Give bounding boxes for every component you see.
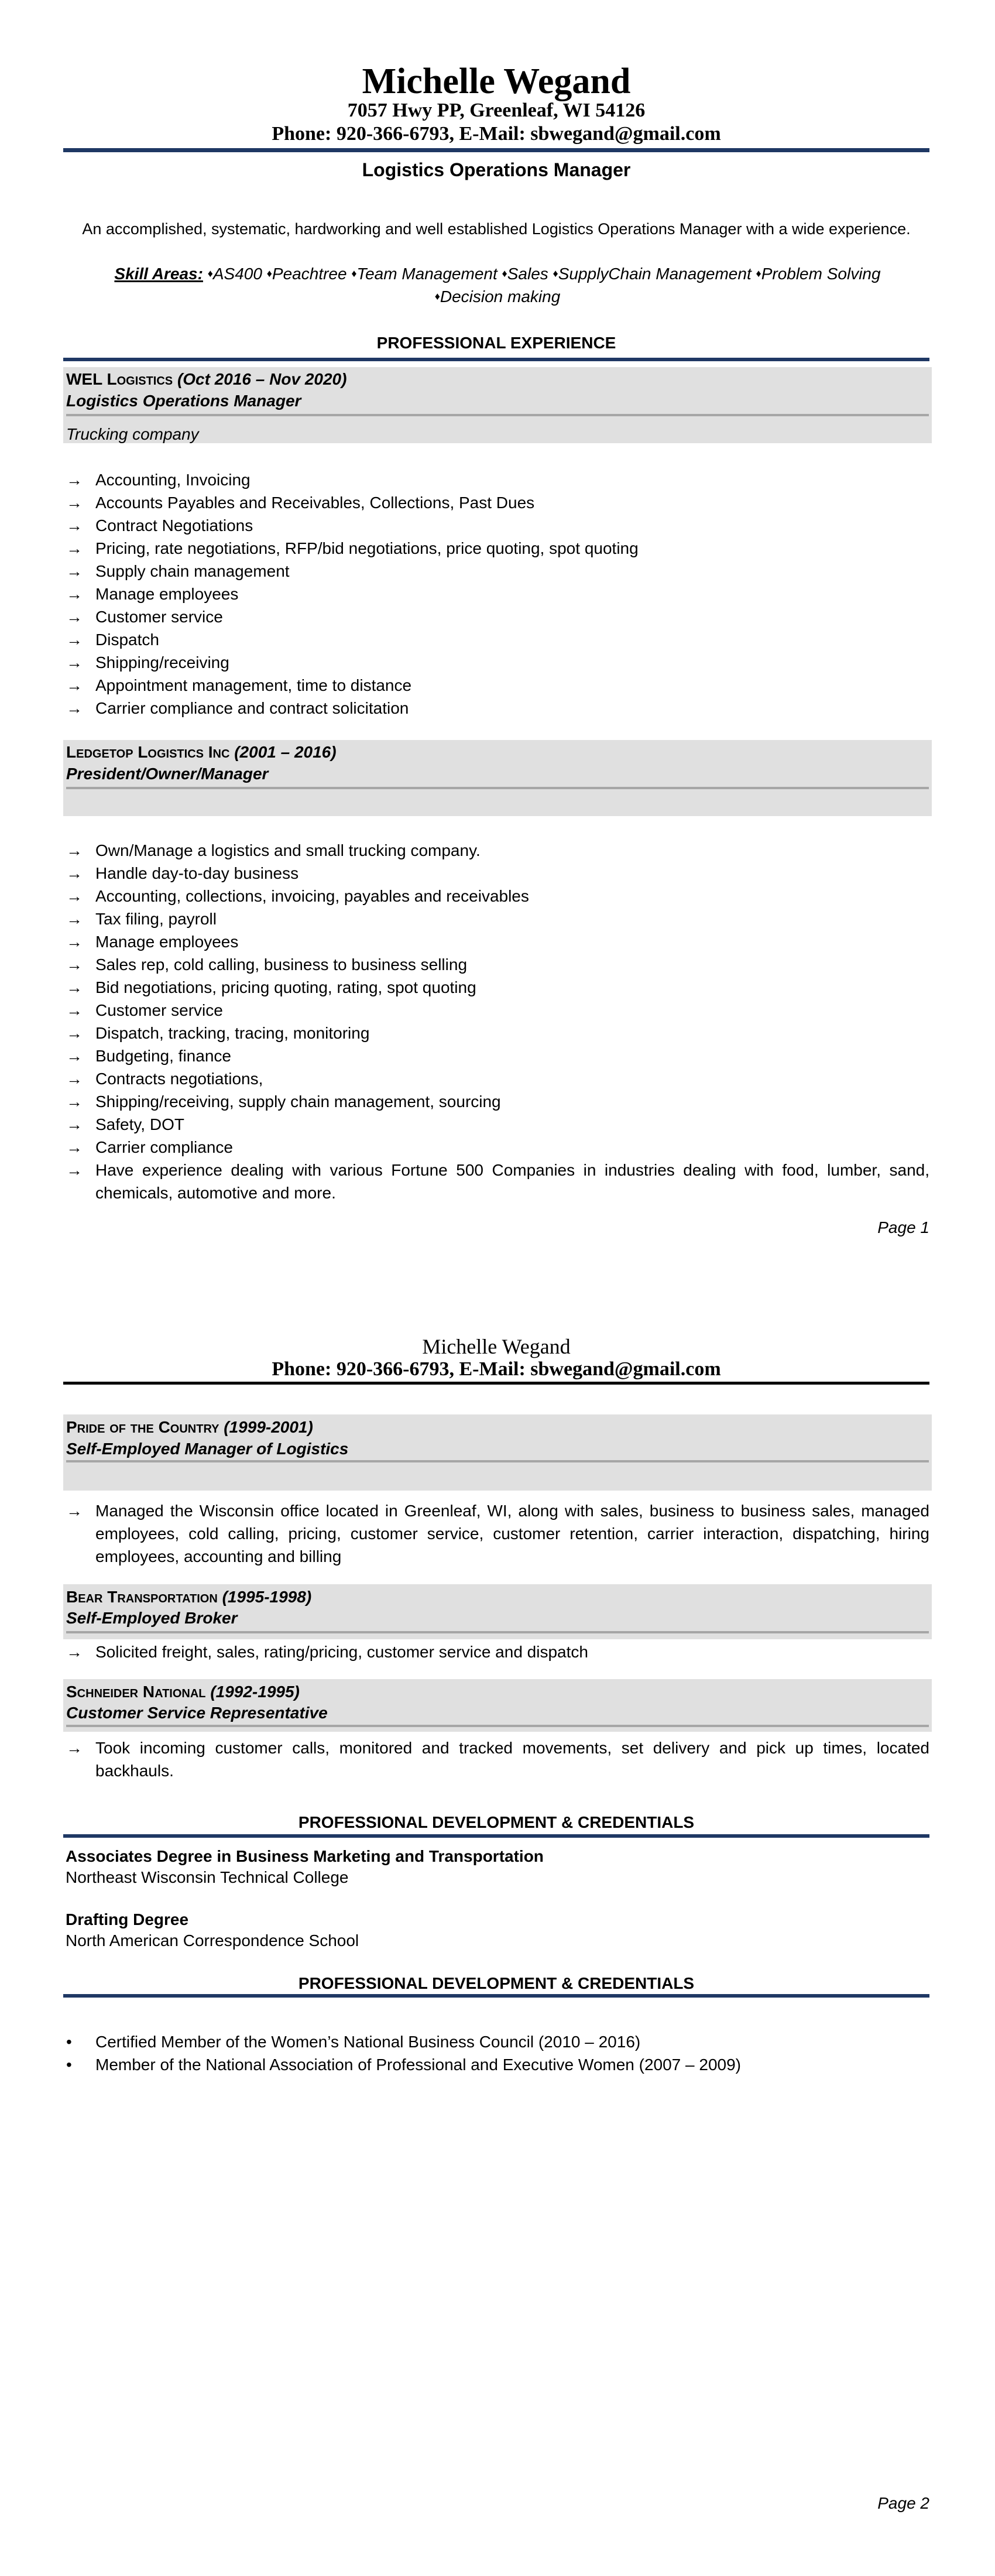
arrow-bullet-icon: →: [66, 955, 83, 974]
arrow-bullet-icon: →: [66, 608, 83, 626]
arrow-bullet-icon: →: [66, 1502, 83, 1520]
list-item-text: Own/Manage a logistics and small trucking company.: [95, 841, 481, 859]
degree-school: North American Correspondence School: [66, 1931, 359, 1950]
diamond-bullet-icon: ♦: [553, 268, 558, 279]
arrow-bullet-icon: →: [66, 1047, 83, 1065]
list-item: [63, 583, 929, 605]
job-role: Logistics Operations Manager: [66, 392, 301, 410]
list-item-text: Took incoming customer calls, monitored and tracked movements, set delivery and pick up times, located backhauls.: [95, 1739, 929, 1780]
arrow-bullet-icon: →: [66, 494, 83, 512]
job-divider: [66, 414, 929, 416]
list-item: [63, 560, 929, 583]
list-item-text: Tax filing, payroll: [95, 910, 217, 928]
job-dates: (2001 – 2016): [234, 743, 337, 761]
job-role: Self-Employed Manager of Logistics: [66, 1440, 349, 1458]
list-item: [63, 885, 929, 907]
list-item-text: Bid negotiations, pricing quoting, rating, spot quoting: [95, 978, 476, 996]
list-item-text: Solicited freight, sales, rating/pricing, customer service and dispatch: [95, 1643, 588, 1661]
diamond-bullet-icon: ♦: [266, 268, 272, 279]
arrow-bullet-icon: →: [66, 1739, 83, 1757]
header-rule: [63, 148, 929, 152]
skill-label: Problem Solving: [761, 265, 881, 283]
degree-title: Drafting Degree: [66, 1910, 189, 1928]
list-item: [63, 605, 929, 628]
list-item-text: Managed the Wisconsin office located in Greenleaf, WI, along with sales, business to business sales, managed employees, cold calling, pricing, customer service, customer retention, carrier interaction, dispatching, hiring employees, accounting and billing: [95, 1502, 929, 1566]
list-item-text: Contract Negotiations: [95, 516, 253, 535]
arrow-bullet-icon: →: [66, 699, 83, 717]
skill-label: Team Management: [356, 265, 498, 283]
list-item: [63, 468, 929, 491]
list-item: [63, 2030, 929, 2053]
list-item-text: Carrier compliance: [95, 1138, 233, 1156]
list-item: [63, 674, 929, 697]
job-bullets-ledgetop: [63, 839, 929, 1204]
job-divider: [66, 1631, 929, 1633]
list-item-text: Accounting, collections, invoicing, payables and receivables: [95, 887, 529, 905]
credentials-rule: [63, 1834, 929, 1838]
memberships-list: [63, 2030, 929, 2076]
arrow-bullet-icon: →: [66, 653, 83, 672]
arrow-bullet-icon: →: [66, 1001, 83, 1019]
job-title: Logistics Operations Manager: [362, 159, 631, 180]
dot-bullet-icon: •: [66, 2056, 72, 2074]
arrow-bullet-icon: →: [66, 1115, 83, 1133]
page-number-1: Page 1: [877, 1218, 929, 1236]
diamond-bullet-icon: ♦: [502, 268, 507, 279]
company-name: Pride of the Country (1999-2001): [66, 1418, 313, 1436]
list-item-text: Shipping/receiving, supply chain management, sourcing: [95, 1092, 501, 1111]
arrow-bullet-icon: →: [66, 1161, 83, 1179]
job-divider: [66, 787, 929, 789]
list-item: [63, 1113, 929, 1136]
job-role: President/Owner/Manager: [66, 765, 269, 783]
credentials-rule-2: [63, 1994, 929, 1998]
company-name: Schneider National (1992-1995): [66, 1683, 300, 1701]
job-header-bear: [63, 1584, 932, 1639]
arrow-bullet-icon: →: [66, 910, 83, 928]
list-item-text: Certified Member of the Women’s National Business Council (2010 – 2016): [95, 2033, 641, 2051]
list-item-text: Safety, DOT: [95, 1115, 184, 1133]
dot-bullet-icon: •: [66, 2033, 72, 2051]
list-item-text: Customer service: [95, 608, 223, 626]
list-item: [63, 1736, 929, 1782]
list-item-text: Appointment management, time to distance: [95, 676, 412, 694]
list-item: [63, 1067, 929, 1090]
skill-label: Peachtree: [272, 265, 347, 283]
section-heading-experience: PROFESSIONAL EXPERIENCE: [376, 334, 616, 352]
list-item-text: Customer service: [95, 1001, 223, 1019]
list-item-text: Sales rep, cold calling, business to business selling: [95, 955, 468, 974]
job-header-wel: [63, 367, 932, 443]
job-role: Customer Service Representative: [66, 1704, 328, 1722]
job-bullets-pride: [63, 1499, 929, 1568]
skill-areas-label: Skill Areas:: [114, 265, 203, 283]
list-item: [63, 651, 929, 674]
job-divider: [66, 1460, 929, 1462]
candidate-name: Michelle Wegand: [362, 61, 631, 101]
page-number-2: Page 2: [877, 2494, 929, 2512]
list-item-text: Manage employees: [95, 933, 239, 951]
page2-header-rule: [63, 1382, 929, 1385]
list-item-text: Carrier compliance and contract solicitation: [95, 699, 409, 717]
arrow-bullet-icon: →: [66, 516, 83, 535]
skill-areas: [105, 262, 890, 308]
list-item: [63, 1044, 929, 1067]
arrow-bullet-icon: →: [66, 978, 83, 996]
list-item-text: Budgeting, finance: [95, 1047, 231, 1065]
arrow-bullet-icon: →: [66, 562, 83, 580]
job-dates: (1992-1995): [210, 1683, 300, 1701]
job-bullets-bear: [63, 1640, 929, 1663]
list-item: [63, 1090, 929, 1113]
list-item: [63, 907, 929, 930]
job-dates: (1999-2001): [224, 1418, 313, 1436]
list-item: [63, 953, 929, 976]
job-dates: (Oct 2016 – Nov 2020): [177, 370, 347, 388]
list-item-text: Supply chain management: [95, 562, 290, 580]
arrow-bullet-icon: →: [66, 887, 83, 905]
list-item-text: Handle day-to-day business: [95, 864, 299, 882]
diamond-bullet-icon: ♦: [351, 268, 357, 279]
list-item-text: Manage employees: [95, 585, 239, 603]
skill-label: SupplyChain Management: [558, 265, 752, 283]
job-divider: [66, 1725, 929, 1727]
list-item: [63, 491, 929, 514]
arrow-bullet-icon: →: [66, 1024, 83, 1042]
job-header-ledgetop: [63, 740, 932, 816]
list-item: [63, 999, 929, 1022]
list-item: [63, 1159, 929, 1204]
skill-list: [208, 265, 881, 306]
arrow-bullet-icon: →: [66, 1092, 83, 1111]
list-item: [63, 537, 929, 560]
arrow-bullet-icon: →: [66, 1070, 83, 1088]
list-item: [63, 839, 929, 862]
arrow-bullet-icon: →: [66, 585, 83, 603]
section-heading-credentials-2: PROFESSIONAL DEVELOPMENT & CREDENTIALS: [298, 1974, 695, 1992]
company-name: WEL Logistics (Oct 2016 – Nov 2020): [66, 370, 347, 388]
list-item: [63, 514, 929, 537]
list-item-text: Dispatch, tracking, tracing, monitoring: [95, 1024, 370, 1042]
contact-line: Phone: 920-366-6793, E-Mail: sbwegand@gmail.com: [272, 123, 721, 145]
diamond-bullet-icon: ♦: [756, 268, 761, 279]
degree-title: Associates Degree in Business Marketing and Transportation: [66, 1847, 544, 1865]
job-role: Self-Employed Broker: [66, 1609, 238, 1627]
arrow-bullet-icon: →: [66, 539, 83, 557]
list-item-text: Accounting, Invoicing: [95, 471, 251, 489]
skill-label: Decision making: [440, 287, 561, 306]
skill-label: AS400: [212, 265, 262, 283]
list-item-text: Have experience dealing with various Fortune 500 Companies in industries dealing with food, lumber, sand, chemicals, automotive and more.: [95, 1161, 929, 1202]
company-name: Ledgetop Logistics Inc (2001 – 2016): [66, 743, 337, 761]
company-description: Trucking company: [66, 425, 199, 443]
skill-label: Sales: [507, 265, 548, 283]
list-item: [63, 1640, 929, 1663]
experience-rule: [63, 358, 929, 361]
contact-line-p2: Phone: 920-366-6793, E-Mail: sbwegand@gmail.com: [272, 1358, 721, 1380]
degree-school: Northeast Wisconsin Technical College: [66, 1868, 349, 1886]
list-item-text: Member of the National Association of Professional and Executive Women (2007 – 2009): [95, 2056, 741, 2074]
list-item-text: Dispatch: [95, 631, 159, 649]
list-item: [63, 1022, 929, 1044]
job-bullets-wel: [63, 468, 929, 720]
list-item: [63, 697, 929, 720]
company-name: Bear Transportation (1995-1998): [66, 1588, 312, 1606]
arrow-bullet-icon: →: [66, 471, 83, 489]
arrow-bullet-icon: →: [66, 631, 83, 649]
list-item: [63, 628, 929, 651]
list-item-text: Shipping/receiving: [95, 653, 229, 672]
list-item-text: Accounts Payables and Receivables, Collections, Past Dues: [95, 494, 535, 512]
arrow-bullet-icon: →: [66, 933, 83, 951]
list-item: [63, 976, 929, 999]
list-item: [63, 862, 929, 885]
section-heading-credentials: PROFESSIONAL DEVELOPMENT & CREDENTIALS: [298, 1813, 695, 1831]
list-item: [63, 1136, 929, 1159]
list-item: [63, 930, 929, 953]
job-header-pride: [63, 1414, 932, 1491]
arrow-bullet-icon: →: [66, 1138, 83, 1156]
arrow-bullet-icon: →: [66, 676, 83, 694]
job-bullets-schneider: [63, 1736, 929, 1782]
address: 7057 Hwy PP, Greenleaf, WI 54126: [347, 100, 646, 121]
summary: An accomplished, systematic, hardworking and well established Logistics Operations Manager with a wide experience.: [82, 220, 911, 238]
job-dates: (1995-1998): [222, 1588, 312, 1606]
job-header-schneider: [63, 1679, 932, 1732]
list-item: [63, 1499, 929, 1568]
arrow-bullet-icon: →: [66, 864, 83, 882]
arrow-bullet-icon: →: [66, 841, 83, 859]
diamond-bullet-icon: ♦: [434, 290, 440, 302]
arrow-bullet-icon: →: [66, 1643, 83, 1661]
list-item-text: Contracts negotiations,: [95, 1070, 263, 1088]
list-item: [63, 2053, 929, 2076]
list-item-text: Pricing, rate negotiations, RFP/bid negotiations, price quoting, spot quoting: [95, 539, 639, 557]
candidate-name-p2: Michelle Wegand: [422, 1335, 571, 1358]
diamond-bullet-icon: ♦: [207, 268, 213, 279]
